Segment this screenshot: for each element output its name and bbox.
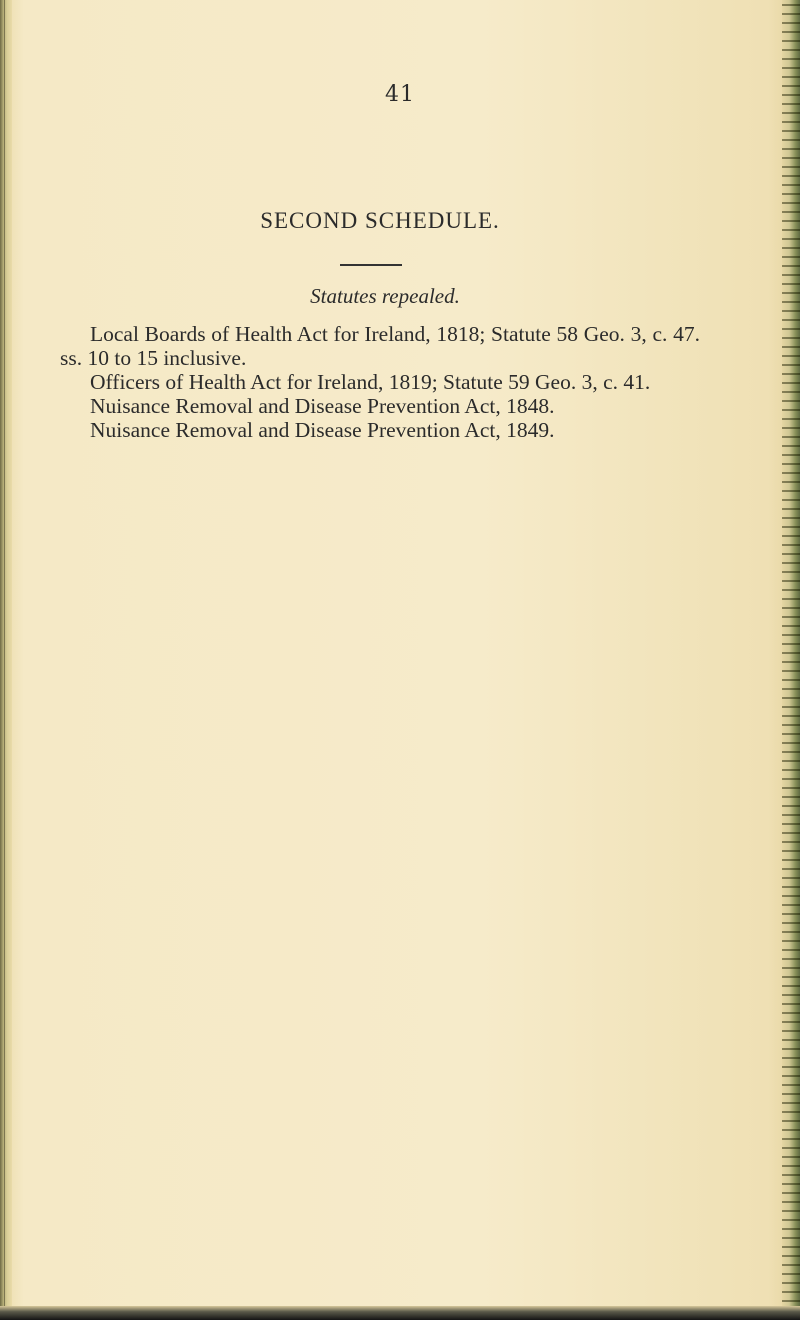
page-number: 41	[385, 82, 415, 107]
statute-entry: Nuisance Removal and Disease Prevention Act, 1849.	[90, 418, 555, 442]
binding-edge	[0, 0, 12, 1320]
statute-entry: Nuisance Removal and Disease Prevention Act, 1848.	[90, 394, 555, 418]
title-divider	[340, 264, 402, 266]
statutes-list	[60, 322, 700, 442]
page-stack-edge	[782, 0, 800, 1320]
statute-entry: Local Boards of Health Act for Ireland, 1818; Statute 58 Geo. 3, c. 47. ss. 10 to 15 inclusive.	[60, 322, 700, 370]
bottom-edge	[0, 1306, 800, 1320]
section-subtitle: Statutes repealed.	[310, 284, 460, 308]
statute-entry: Officers of Health Act for Ireland, 1819; Statute 59 Geo. 3, c. 41.	[90, 370, 651, 394]
schedule-title: SECOND SCHEDULE.	[260, 208, 500, 233]
